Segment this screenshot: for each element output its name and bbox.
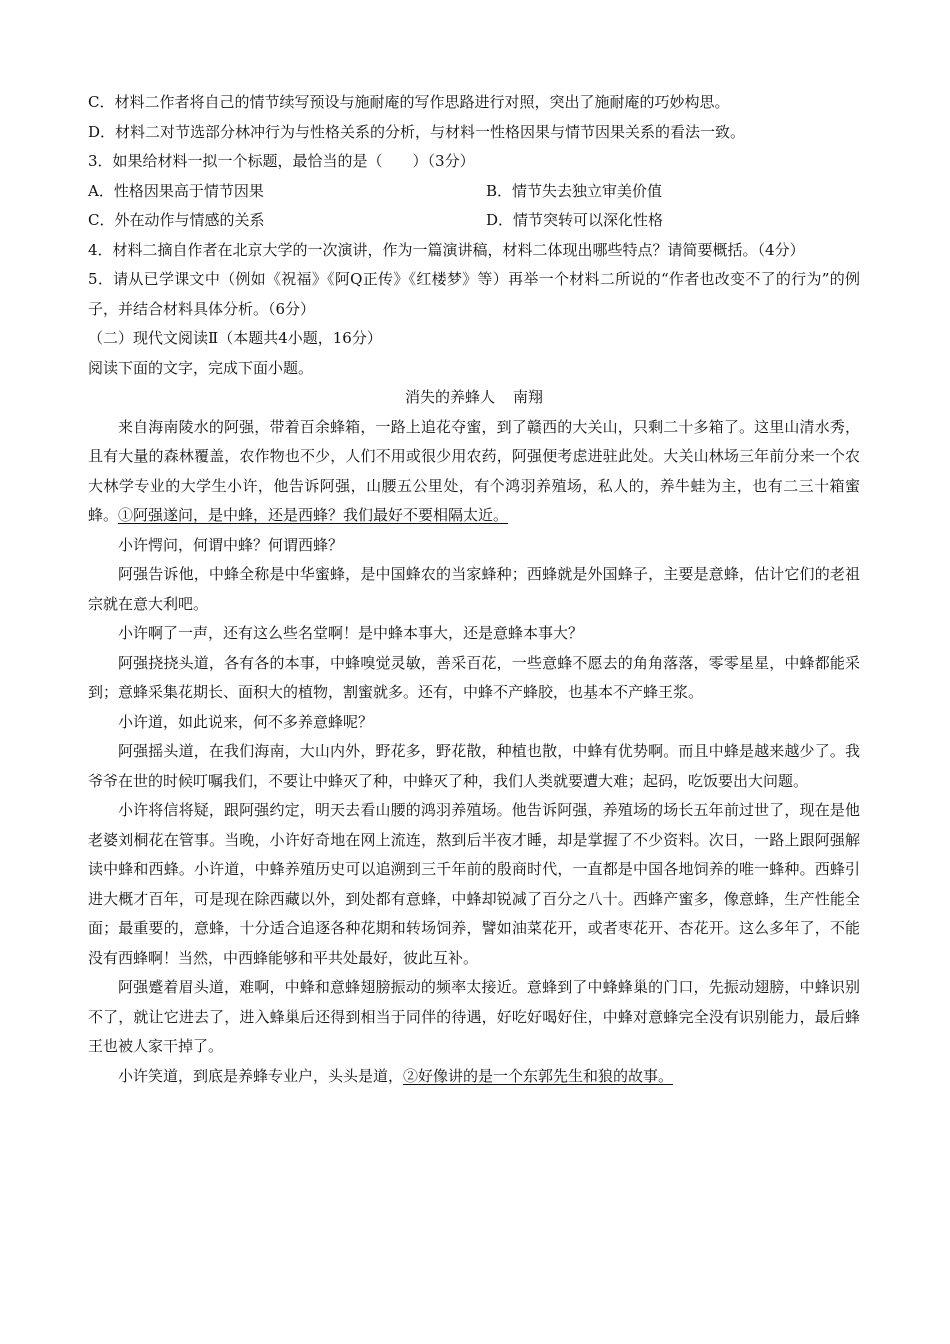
q3-option-a: A．性格因果高于情节因果 — [88, 181, 264, 200]
underlined-sentence-2 — [403, 1067, 673, 1085]
article-paragraph-8: 小许将信将疑，跟阿强约定，明天去看山腰的鸿羽养殖场。他告诉阿强，养殖场的场长五年前过世了，现在是他老婆刘桐花在管事。当晚，小许好奇地在网上流连，熬到后半夜才睡，却是掌握了不少资料。次日，一路上跟阿强解读中蜂和西蜂。小许道，中蜂养殖历史可以追溯到三千年前的殷商时代，一直都是中国各地饲养的唯一蜂种。西蜂引进大概才百年，可是现在除西藏以外，到处都有意蜂，中蜂却锐减了百分之八十。西蜂产蜜多，像意蜂，生产性能全面；最重要的，意蜂，十分适合追逐各种花期和转场饲养，譬如油菜花开，或者枣花开、杏花开。这么多年了，不能没有西蜂啊！当然，中西蜂能够和平共处最好，彼此互补。 — [88, 801, 860, 967]
paragraph-1-text: 来自海南陵水的阿强，带着百余蜂箱，一路上追花夺蜜，到了赣西的大关山，只剩二十多箱了。这里山清水秀，且有大量的森林覆盖，农作物也不少，人们不用或很少用农药，阿强便考虑进驻此处。大关山林场三年前分来一个农大林学专业的大学生小许，他告诉阿强，山腰五公里处，有个鸿羽养殖场，私人的，养牛蛙为主，也有二三十箱蜜蜂。 — [88, 417, 860, 524]
exam-page — [88, 88, 860, 1091]
circled-number-2: ② — [403, 1066, 419, 1085]
q3-option-c: C．外在动作与情感的关系 — [88, 211, 265, 229]
underlined-text-1: 阿强遂问，是中蜂，还是西蜂？我们最好不要相隔太近。 — [133, 506, 509, 524]
q3-options-row-2 — [88, 206, 860, 236]
article-paragraph-3: 阿强告诉他，中蜂全称是中华蜜蜂，是中国蜂农的当家蜂种；西蜂就是外国蜂子，主要是意蜂，估计它们的老祖宗就在意大利吧。 — [88, 565, 860, 613]
underlined-text-2: 好像讲的是一个东郭先生和狼的故事。 — [418, 1066, 674, 1085]
q3-option-b: B．情节失去独立审美价值 — [486, 181, 663, 200]
article-author: 南翔 — [513, 388, 544, 406]
article-paragraph-5: 阿强挠挠头道，各有各的本事，中蜂嗅觉灵敏，善采百花，一些意蜂不愿去的角角落落，零零星星，中蜂都能采到；意蜂采集花期长、面积大的植物，割蜜就多。还有，中蜂不产蜂胶，也基本不产蜂王浆。 — [88, 653, 860, 701]
q3-option-d: D．情节突转可以深化性格 — [486, 211, 664, 229]
circled-number-1: ① — [118, 506, 134, 524]
q2-option-c: C．材料二作者将自己的情节续写预设与施耐庵的写作思路进行对照，突出了施耐庵的巧妙构思。 — [88, 93, 730, 111]
reading-instruction: 阅读下面的文字，完成下面小题。 — [88, 358, 314, 377]
article-paragraph-7: 阿强摇头道，在我们海南，大山内外，野花多，野花散，种植也散，中蜂有优势啊。而且中蜂是越来越少了。我爷爷在世的时候叮嘱我们，不要让中蜂灭了种，中蜂灭了种，我们人类就要遭大难；起码，吃饭要出大问题。 — [88, 742, 860, 790]
q2-option-d: D．材料二对节选部分林冲行为与性格关系的分析，与材料一性格因果与情节因果关系的看法一致。 — [88, 122, 746, 141]
section-header: （二）现代文阅读Ⅱ（本题共4小题，16分） — [88, 329, 382, 347]
article-paragraph-1 — [88, 413, 860, 531]
article-paragraph-4: 小许啊了一声，还有这么些名堂啊！是中蜂本事大，还是意蜂本事大？ — [118, 624, 584, 642]
q4-stem: 4．材料二摘自作者在北京大学的一次演讲，作为一篇演讲稿，材料二体现出哪些特点？请简要概括。（4分） — [88, 240, 805, 259]
article-paragraph-2: 小许愕问，何谓中蜂？何谓西蜂？ — [118, 535, 344, 554]
article-paragraph-6: 小许道，如此说来，何不多养意蜂呢？ — [118, 712, 374, 731]
article-paragraph-9: 阿强蹙着眉头道，难啊，中蜂和意蜂翅膀振动的频率太接近。意蜂到了中蜂蜂巢的门口，先振动翅膀，中蜂识别不了，就让它进去了，进入蜂巢后还得到相当于同伴的待遇，好吃好喝好住，中蜂对意蜂完全没有识别能力，最后蜂王也被人家干掉了。 — [88, 978, 860, 1055]
q3-options-row-1 — [88, 177, 860, 207]
q5-stem: 5．请从已学课文中（例如《祝福》《阿Q正传》《红楼梦》等）再举一个材料二所说的“作者也改变不了的行为”的例子，并结合材料具体分析。（6分） — [88, 270, 860, 318]
article-paragraph-10 — [88, 1062, 860, 1092]
underlined-sentence-1 — [118, 506, 508, 524]
paragraph-10-text: 小许笑道，到底是养蜂专业户，头头是道， — [118, 1066, 404, 1085]
article-title-line — [88, 383, 860, 413]
article-title: 消失的养蜂人 — [404, 388, 495, 406]
q3-stem: 3．如果给材料一拟一个标题，最恰当的是（ ）（3分） — [88, 152, 475, 170]
